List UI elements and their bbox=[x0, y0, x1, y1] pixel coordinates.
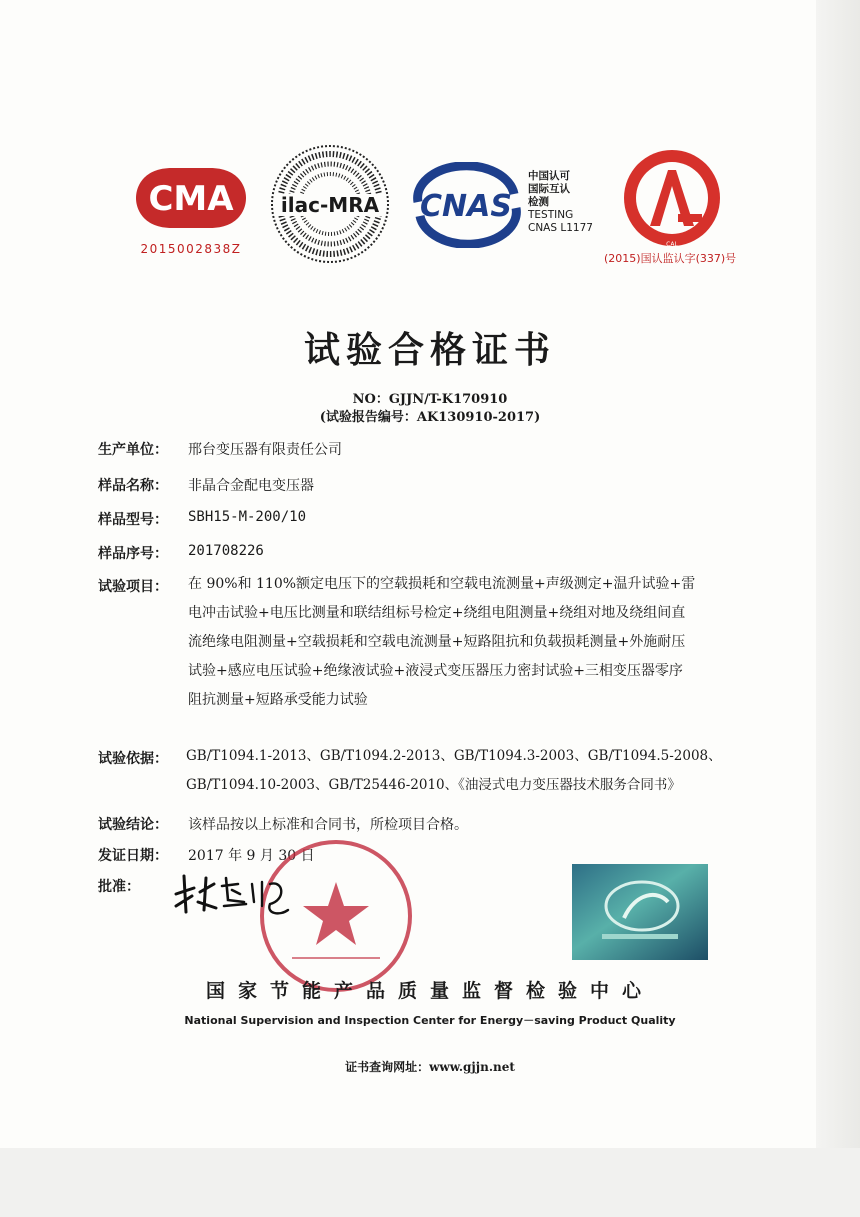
test-basis-value bbox=[186, 742, 766, 800]
issue-date-value: 2017 年 9 月 30 日 bbox=[188, 848, 315, 864]
ilac-seal-icon bbox=[268, 142, 392, 266]
sample-name-label: 样品名称： bbox=[98, 478, 168, 494]
cnas-side-line: 中国认可 bbox=[528, 170, 570, 182]
manufacturer-label: 生产单位： bbox=[98, 442, 168, 458]
cnas-logo bbox=[404, 162, 528, 248]
conclusion-value: 该样品按以上标准和合同书，所检项目合格。 bbox=[188, 817, 468, 833]
sample-name-value: 非晶合金配电变压器 bbox=[188, 478, 314, 494]
cal-logo-text: CAL bbox=[666, 241, 678, 248]
test-basis-line: GB/T1094.1-2013、GB/T1094.2-2013、GB/T1094.3-2003、GB/T1094.5-2008、 bbox=[186, 748, 722, 764]
manufacturer-value: 邢台变压器有限责任公司 bbox=[188, 442, 342, 458]
sample-model-label: 样品型号： bbox=[98, 512, 168, 528]
cma-code: 2015002838Z bbox=[140, 242, 242, 256]
test-item-line: 流绝缘电阻测量+空载损耗和空载电流测量+短路阻抗和负载损耗测量+外施耐压 bbox=[188, 634, 686, 650]
report-number: (试验报告编号：AK130910-2017) bbox=[319, 410, 541, 425]
cnas-accreditation-text bbox=[528, 170, 608, 235]
cma-logo bbox=[132, 160, 250, 256]
test-item-line: 在 90%和 110%额定电压下的空载损耗和空载电流测量+声级测定+温升试验+雷 bbox=[188, 576, 696, 592]
conclusion-label: 试验结论： bbox=[98, 817, 168, 833]
cal-mark-icon bbox=[620, 146, 724, 250]
certificate-query-url: 证书查询网址：www.gjjn.net bbox=[345, 1060, 515, 1074]
approval-label: 批准： bbox=[98, 879, 140, 895]
test-item-line: 电冲击试验+电压比测量和联结组标号检定+绕组电阻测量+绕组对地及绕组间直 bbox=[188, 605, 686, 621]
hologram-icon bbox=[572, 864, 708, 960]
center-name-english: National Supervision and Inspection Center for Energy－saving Product Quality bbox=[184, 1014, 676, 1027]
cnas-side-line: 国际互认 bbox=[528, 183, 570, 195]
test-items-value bbox=[188, 570, 748, 715]
cma-mark-icon bbox=[132, 160, 250, 236]
center-name: 国家节能产品质量监督检验中心 bbox=[205, 980, 654, 1002]
cnas-mark-icon bbox=[404, 162, 528, 248]
issue-date-label: 发证日期： bbox=[98, 848, 168, 864]
sample-serial-label: 样品序号： bbox=[98, 546, 168, 562]
cal-logo bbox=[620, 146, 724, 250]
scan-bottom-edge bbox=[0, 1148, 860, 1217]
sample-model-value: SBH15-M-200/10 bbox=[188, 509, 307, 525]
ilac-logo-text: ilac-MRA bbox=[280, 193, 380, 217]
test-basis-label: 试验依据： bbox=[98, 751, 168, 767]
test-item-line: 试验+感应电压试验+绝缘液试验+液浸式变压器压力密封试验+三相变压器零序 bbox=[188, 663, 683, 679]
approver-signature bbox=[170, 866, 300, 926]
hologram-label bbox=[572, 864, 708, 960]
certificate-number: NO：GJJN/T-K170910 bbox=[352, 392, 508, 407]
cma-logo-text: CMA bbox=[148, 179, 234, 219]
test-basis-line: GB/T1094.10-2003、GB/T25446-2010、《油浸式电力变压器技术服务合同书》 bbox=[186, 777, 681, 793]
ilac-mra-logo bbox=[268, 142, 392, 266]
test-item-line: 阻抗测量+短路承受能力试验 bbox=[188, 692, 368, 708]
cnas-side-line: CNAS L1177 bbox=[528, 222, 593, 234]
cnas-side-line: 检测 bbox=[528, 196, 549, 208]
scan-edge bbox=[816, 0, 860, 1217]
cal-code: (2015)国认监认字(337)号 bbox=[604, 252, 737, 265]
test-items-label: 试验项目： bbox=[98, 579, 168, 595]
signature-icon bbox=[170, 866, 300, 926]
cnas-side-line: TESTING bbox=[528, 209, 574, 221]
sample-serial-value: 201708226 bbox=[188, 543, 264, 559]
cnas-logo-text: CNAS bbox=[420, 189, 512, 224]
certificate-title: 试验合格证书 bbox=[303, 329, 556, 371]
